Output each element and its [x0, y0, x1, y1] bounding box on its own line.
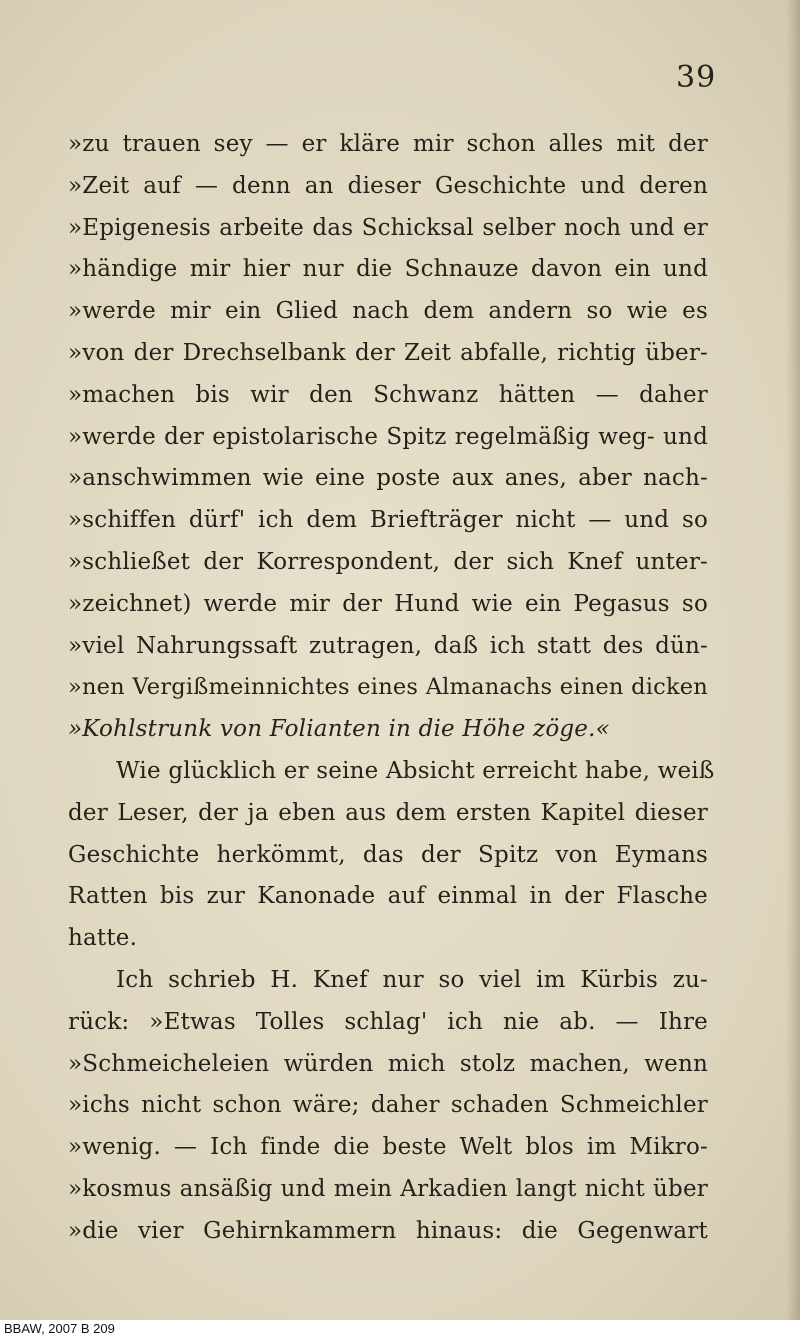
text-line: »von der Drechselbank der Zeit abfalle, richtig über- — [68, 339, 708, 366]
text-line: »ichs nicht schon wäre; daher schaden Schmeichler — [68, 1092, 708, 1119]
text-line: »kosmus ansäßig und mein Arkadien langt nicht über — [68, 1175, 708, 1202]
text-line: »schiffen dürf' ich dem Briefträger nicht — und so — [68, 507, 708, 534]
text-line: »machen bis wir den Schwanz hätten — daher — [68, 381, 708, 408]
footer-bar — [0, 1320, 800, 1337]
text-line: »Zeit auf — denn an dieser Geschichte und deren — [68, 172, 708, 199]
paragraph-start-line: Ich schrieb H. Knef nur so viel im Kürbis zu- — [116, 966, 708, 993]
page-number: 39 — [676, 60, 717, 95]
text-line: »anschwimmen wie eine poste aux anes, aber nach- — [68, 465, 708, 492]
text-line: Geschichte herkömmt, das der Spitz von Eymans — [68, 841, 708, 868]
text-line: »werde mir ein Glied nach dem andern so wie es — [68, 298, 708, 325]
text-line: »Schmeicheleien würden mich stolz machen, wenn — [68, 1050, 708, 1077]
page-edge-shadow — [786, 0, 800, 1320]
text-line: »nen Vergißmeinnichtes eines Almanachs einen dicken — [68, 674, 708, 701]
text-line: »wenig. — Ich finde die beste Welt blos im Mikro- — [68, 1134, 708, 1161]
library-signature: BBAW, 2007 B 209 — [4, 1321, 115, 1336]
text-line: »Kohlstrunk von Folianten in die Höhe zöge.« — [68, 716, 610, 743]
text-line: »zu trauen sey — er kläre mir schon alles mit der — [68, 131, 708, 157]
text-line: »werde der epistolarische Spitz regelmäßig weg- und — [68, 423, 708, 450]
text-block — [68, 124, 715, 1253]
text-line: der Leser, der ja eben aus dem ersten Kapitel dieser — [68, 799, 708, 826]
text-line: rück: »Etwas Tolles schlag' ich nie ab. — Ihre — [68, 1008, 708, 1035]
text-line: »schließet der Korrespondent, der sich Knef unter- — [68, 548, 708, 575]
text-line: »viel Nahrungssaft zutragen, daß ich statt des dün- — [68, 632, 708, 659]
paragraph-start-line: Wie glücklich er seine Absicht erreicht habe, weiß — [116, 757, 715, 784]
text-line: Ratten bis zur Kanonade auf einmal in der Flasche — [68, 883, 708, 910]
text-line: »die vier Gehirnkammern hinaus: die Gegenwart — [68, 1217, 708, 1244]
text-line: »händige mir hier nur die Schnauze davon ein und — [68, 256, 708, 283]
text-line: »zeichnet) werde mir der Hund wie ein Pegasus so — [68, 590, 708, 617]
text-line: hatte. — [68, 925, 138, 952]
text-line: »Epigenesis arbeite das Schicksal selber noch und er — [68, 214, 708, 241]
